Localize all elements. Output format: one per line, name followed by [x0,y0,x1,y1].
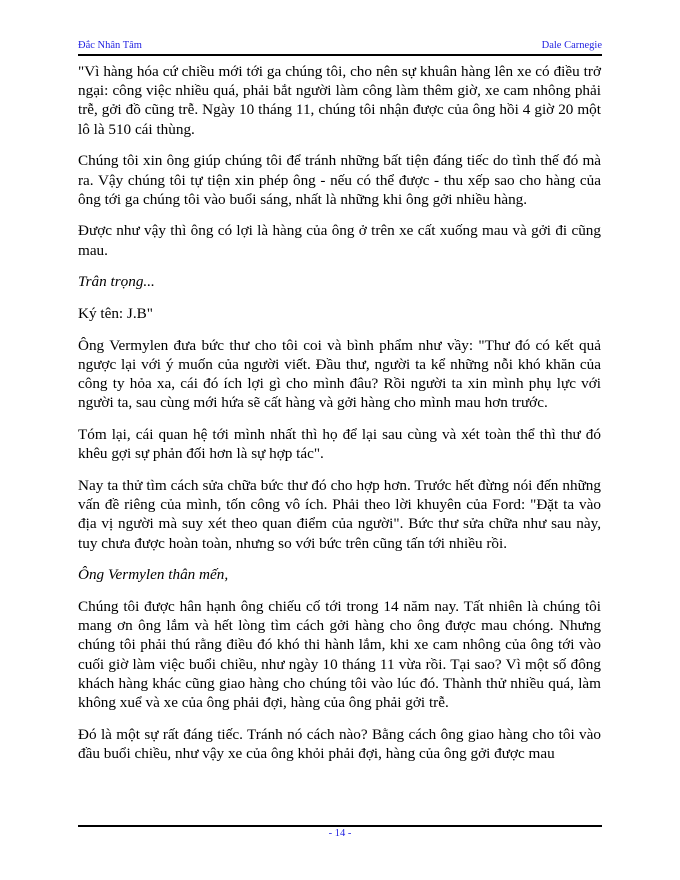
paragraph: Ông Vermylen đưa bức thư cho tôi coi và bình phẩm như vầy: "Thư đó có kết quả ngược lại với ý muốn của người viết. Đầu thư, người ta kể những nỗi khó khăn của công ty hỏa xa, cái đó ích lợi gì cho mình đâu? Rồi người ta xin mình phụ lực với người ta, sau cùng mới hứa sẽ cất hàng và gởi hàng cho mình mau hơn trước. [78,336,601,412]
paragraph: Nay ta thử tìm cách sửa chữa bức thư đó cho hợp hơn. Trước hết đừng nói đến những vấn đề riêng của mình, tốn công vô ích. Phải theo lời khuyên của Ford: "Đặt ta vào địa vị người mà suy xét theo quan điểm của người". Bức thư sửa chữa như sau này, tuy chưa được hoàn toàn, nhưng so với bức trên cũng tấn tới nhiều rồi. [78,476,601,552]
page-body [78,62,601,776]
footer-rule [78,825,602,827]
paragraph: Được như vậy thì ông có lợi là hàng của ông ở trên xe cất xuống mau và gởi đi cũng mau. [78,222,601,259]
paragraph: Đó là một sự rất đáng tiếc. Tránh nó cách nào? Bằng cách ông giao hàng cho tôi vào đầu buổi chiều, như vậy xe của ông khỏi phải đợi, hàng của ông gởi được mau [78,725,601,762]
paragraph: Chúng tôi xin ông giúp chúng tôi để tránh những bất tiện đáng tiếc do tình thế đó mà ra. Vậy chúng tôi tự tiện xin phép ông - nếu có thể được - thu xếp sao cho hàng của ông tới ga chúng tôi vào buổi sáng, nhất là những khi ông gởi nhiều hàng. [78,152,601,208]
header-rule [78,54,602,56]
paragraph: "Vì hàng hóa cứ chiều mới tới ga chúng tôi, cho nên sự khuân hàng lên xe có điều trở ngại: công việc nhiều quá, phải bắt người làm công làm thêm giờ, xe cam nhông phải trễ, gởi đồ cũng trễ. Ngày 10 tháng 11, chúng tôi nhận được của ông hồi 4 giờ 20 một lô là 510 cái thùng. [78,63,601,138]
letter-salutation: Ông Vermylen thân mến, [78,566,229,584]
letter-signature: Ký tên: J.B" [78,305,153,323]
book-title: Đắc Nhân Tâm [78,40,142,51]
page-header [78,40,602,54]
page-number: - 14 - [328,828,352,839]
author-name: Dale Carnegie [541,40,602,51]
letter-closing: Trân trọng... [78,273,155,291]
paragraph: Chúng tôi được hân hạnh ông chiếu cố tới trong 14 năm nay. Tất nhiên là chúng tôi mang ơn ông lắm và hết lòng tìm cách gởi hàng cho ông được mau chóng. Nhưng chúng tôi phải thú rằng điều đó khó thi hành lắm, khi xe cam nhông của ông tới vào cuối giờ làm việc buổi chiều, như ngày 10 tháng 11 vừa rồi. Tại sao? Vì một số đông khách hàng khác cũng giao hàng cho chúng tôi vào lúc đó. Thành thử nhiều quá, làm không xuể và xe của ông phải đợi, hàng của ông phải gởi trễ. [78,597,601,711]
paragraph: Tóm lại, cái quan hệ tới mình nhất thì họ để lại sau cùng và xét toàn thể thì thư đó khêu gợi sự phản đối hơn là sự hợp tác". [78,426,601,463]
